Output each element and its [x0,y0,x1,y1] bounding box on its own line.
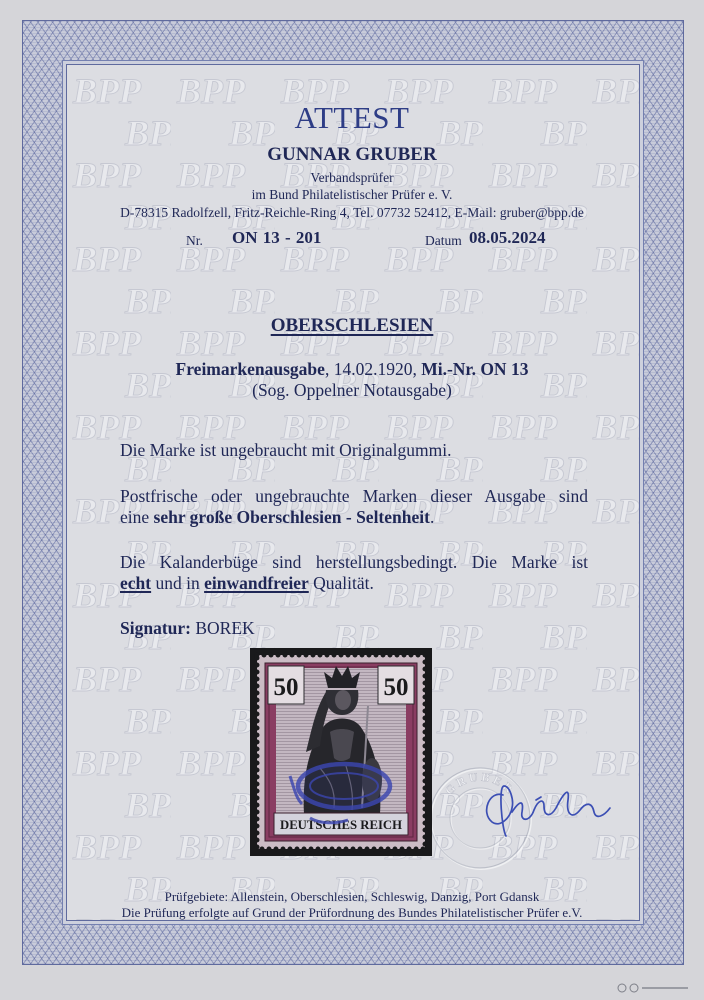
rarity-text: eine [120,507,154,527]
quality-line-1 [120,552,588,573]
seal-text: GRUBER [442,769,519,798]
catalogue-number: Mi.-Nr. ON 13 [421,359,529,379]
quality-text: Qualität. [308,573,374,593]
signature-mark-label: Signatur: [120,618,191,638]
region-heading: OBERSCHLESIEN [270,315,434,336]
number-label: Nr. [186,233,203,248]
denomination-right: 50 [383,674,409,701]
examiner-name: GUNNAR GRUBER [267,144,437,165]
examiner-address: D-78315 Radolfzell, Fritz-Reichle-Ring 4, Tel. 07732 52412, E-Mail: gruber@bpp.de [120,205,584,220]
rarity-line-2 [120,507,588,528]
condition-statement: Die Marke ist ungebraucht mit Originalgummi. [120,440,452,460]
certificate-number: ON 13 - 201 [232,228,322,247]
rarity-line-1 [120,486,588,507]
copyright-marks [616,982,692,994]
examiner-association: im Bund Philatelistischer Prüfer e. V. [251,187,453,202]
certificate-title: ATTEST [294,100,410,135]
signature-mark-value: BOREK [190,618,255,638]
signature-mark-line [120,618,588,639]
quality-line-2 [120,573,588,594]
rarity-text: Postfrische oder ungebrauchte Marken dieser Ausgabe sind [120,486,588,506]
stamp-inscription: DEUTSCHES REICH [280,818,403,832]
quality-text: und in [151,573,205,593]
examination-areas: Prüfgebiete: Allenstein, Oberschlesien, Schleswig, Danzig, Port Gdansk [164,889,540,904]
denomination-left: 50 [273,674,299,701]
issue-line [0,359,704,379]
examiner-role: Verbandsprüfer [310,170,394,185]
rarity-text: . [429,507,435,527]
genuine-verdict: echt [120,573,152,593]
examiner-signature [470,770,620,850]
certificate-date: 08.05.2024 [469,228,546,247]
examination-regulation: Die Prüfung erfolgte auf Grund der Prüfordnung des Bundes Philatelistischer Prüfer e.V. [121,905,583,920]
stamp [250,648,432,856]
issue-date: , 14.02.1920, [324,359,422,379]
issue-note: (Sog. Oppelner Notausgabe) [252,380,452,400]
condition-verdict: einwandfreier [204,573,309,593]
rarity-emphasis: sehr große Oberschlesien - Seltenheit [153,507,430,527]
issue-series: Freimarkenausgabe [175,359,325,379]
quality-text: Die Kalanderbüge sind herstellungsbedingt. Die Marke ist [120,552,588,572]
date-label: Datum [425,233,462,248]
